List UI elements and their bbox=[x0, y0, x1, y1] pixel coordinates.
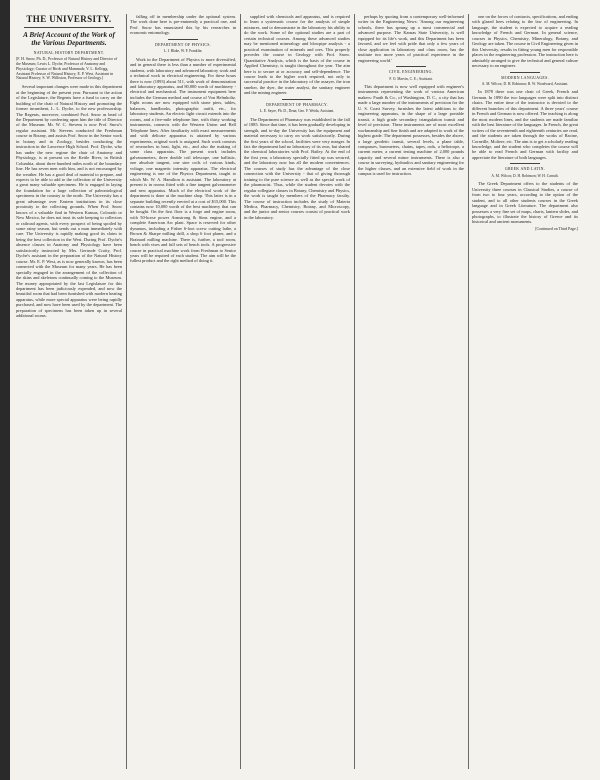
column-4 bbox=[358, 14, 464, 769]
article-body-engineering-end: one on the forces of contracts, specifications, and ending with glazed bees relating to the law of engineering. In language, the student is expected to acquire a reading knowledge of French and German. In general science, courses in Physics, Chemistry, Mineralogy, Botany, and Geology are taken. The course in Civil Engineering given in this University, results in fitting young men for responsible places in the engineering profession. The instruction here is admirably arranged to give the technical and general culture necessary to an engineer. bbox=[472, 14, 578, 69]
article-body-entomology-end: falling off in membership under the optional system. The work done here is pre-eminently a practical one, and Prof. Snow has enunciated this by his researches in economic entomology. bbox=[130, 14, 236, 36]
headline-rule bbox=[24, 27, 114, 28]
column-divider bbox=[354, 14, 355, 769]
section-separator bbox=[168, 39, 198, 40]
section-staff-greek-latin: A. M. Wilcox; D. H. Robinson; W. H. Carruth. bbox=[491, 173, 559, 178]
article-body-modern-languages: In 1878 there was one chair of Greek, French and German. In 1890 the two languages were split into distinct chairs. The entire time of the instructor is devoted to the different branches of this department. A three years' course in French and German is now offered. The teaching is along the most modern lines, and the students are made familiar with the best literature of the languages. In French, the great writers of the seventeenth and eighteenth centuries are read, and the students are taken through the works of Racine, Corneille, Moliere, etc. The aim is to get a scholarly reading knowledge, and the student who completes the course will be able to read French and German with facility and appreciate the literature of both languages. bbox=[472, 89, 578, 160]
section-title-physics: DEPARTMENT OF PHYSICS. bbox=[155, 42, 211, 47]
section-title-natural-history: NATURAL HISTORY DEPARTMENT. bbox=[33, 50, 105, 55]
section-staff-physics: L. I. Blake, W. F. Franklin. bbox=[163, 49, 203, 54]
article-body-greek-latin: The Greek Department offers to the students of the University three courses in Classical Studies, a course of from two to four years, according to the option of the student, and to all other students courses in the Greek language and in Greek Literature. The department also possesses a very fine set of maps, charts, lantern slides, and photographs, to illustrate the history of Greece and its historical and ancient monuments. bbox=[472, 181, 578, 225]
column-3 bbox=[244, 14, 350, 769]
section-title-greek-latin: GREEK AND LATIN. bbox=[504, 167, 546, 172]
subheadline: A Brief Account of the Work of the Various Departments. bbox=[23, 31, 115, 48]
section-staff-pharmacy: L. E. Sayre, Ph. D., Dean; Geo. F. Weida, Assistant. bbox=[259, 109, 335, 114]
article-body-engineering-intro: perhaps by quoting from a contemporary well-informed writer in the Engineering News: 'Among our engineering schools, there has sprung up a most commercial and advanced purpose. The Kansas State University, is well equipped for its life's work, and this Department has been favored, and we feel with pride that only a few years of close application in laboratory and class room, has the institute two more years of practical experience in the engineering world.' bbox=[358, 14, 464, 63]
section-separator bbox=[510, 163, 540, 164]
section-staff-modern-languages: A. M. Wilcox; D. H. Robinson; B. W. Woodward, Assistant. bbox=[481, 81, 569, 86]
article-body-physics: Work in the Department of Physics is more diversified, and in general there is less than a number of experimental students, with laboratory and advanced laboratory work and a technical work in electrical engineering. For these hours there is now (1893) about 511, with work of demonstration and laboratory apparatus, and 80,000 worth of machinery - electrical and mechanical. The instrument equipment here includes the German method and course of Von Helmholtz. Eight rooms are now equipped with stone piers, tables, balances, handbooks, photographic outfit, etc., for laboratory students. An electric light circuit extends into the rooms, and a five-mile telephone line, with thirty working instruments, connects with the Western Union and Bell Telephone lines. After familiarity with exact measurements and with delicate apparatus is attained by various experiments, original work is assigned. Such work consists of researches in heat, light, etc., and also the making of some class apparatus. The present work includes galvanometers, three double coil telescope, one ballistic, one absolute tangent, one sine coils of various kinds, voltage, one magnetic intensity apparatus. The electrical engineering is one of the Physics Department, taught to which Mr. W. A. Hamilton is assistant. The laboratory at present is in rooms fitted with a fine tangent galvanometer and new apparatus. Much of the electrical work of the department is done at the machine shop. This latter is in a separate building recently erected at a cost of $15,000. This contains now 10,000 worth of the best machinery that can be bought. On the first floor is a forge and engine room, with 50-horse power Armstrong & Sims engine, and a complete American Arc plant. Space is reserved for other dynamos, including a Fisher 6-foot screw cutting lathe, a Brown & Sharpe milling drill, a shop 6 foot planer, and a Brainard milling machine. There is, further, a tool room, bench with vises and full sets of bench tools. A progressive course in practical machine work from Freshman to Senior years will be required of each student. The aim will be the fullest product and the right method of doing it. bbox=[130, 56, 236, 264]
column-1 bbox=[16, 14, 122, 769]
section-staff-civil-engineering: F. O. Marvin, C. E.; Assistant. bbox=[389, 76, 433, 81]
section-title-modern-languages: MODERN LANGUAGES. bbox=[501, 75, 549, 80]
section-separator bbox=[510, 72, 540, 73]
section-title-pharmacy: DEPARTMENT OF PHARMACY. bbox=[266, 102, 328, 107]
article-body-chemistry: supplied with chemicals and apparatus, and is required to learn a systematic course for the analysis of simple mixtures, and to demonstrate in the laboratory his ability to do the work. Some of the optional studies are a part of certain technical courses. Among these advanced studies may be mentioned mineralogy and blowpipe analysis - a practical examination of minerals and ores. This properly precedes the course in Geology with Prof. Snow. Quantitative Analysis, which is the basis of the course in Applied Chemistry, is taught throughout the year. The aim here is to secure at or accuracy and self-dependence. The course leads to the higher work required, not only to successful practice in the laboratory of the assayer, the iron smelter, the dyer, the water analyst, the sanitary engineer and the mining engineer. bbox=[244, 14, 350, 96]
article-body-pharmacy: The Department of Pharmacy was established in the fall of 1885. Since that time, it has been gradually developing in strength, and to-day the University has the equipment and material necessary to carry on work satisfactorily. During the first years of the school, facilities were very meager. In fact the department had no laboratory of its own, but shared the chemical laboratories with Prof. Bailey. At the end of the first year, a laboratory specially fitted up was secured, and the laboratory now has all the modern conveniences. The courses of study has the advantage of the close connection with the University - that of giving thorough training to the pure science as well as the special work of the pharmacist. Thus, while the student devotes with the regular collegiate classes in Botany, Chemistry and Physics, the work is taught by members of the Pharmacy faculty. The course of instruction includes the study of Materia Medica, Pharmacy, Chemistry, Botany, and Microscopy, and the junior and senior courses consist of practical work in the laboratory. bbox=[244, 116, 350, 220]
section-separator bbox=[396, 66, 426, 67]
section-separator bbox=[282, 99, 312, 100]
column-divider bbox=[240, 14, 241, 769]
column-divider bbox=[468, 14, 469, 769]
byline-natural-history: [F. H. Snow, Ph. D., Professor of Natural History and Director of the Museum; Lewis L. Dyche, Professor of Anatomy and Physiology; Curator of Birds and Mammals; V. L. Kellogg, Assistant Professor of Natural History; E. P. West, Assistant in Natural History; S. W. Williston, Professor of Geology.] bbox=[16, 57, 118, 81]
column-divider bbox=[126, 14, 127, 769]
headline: THE UNIVERSITY. bbox=[26, 14, 112, 24]
section-title-civil-engineering: CIVIL ENGINEERING. bbox=[389, 70, 433, 75]
page-binding-edge bbox=[0, 0, 10, 780]
article-body-civil-engineering: This department is now well equipped with engineer's instruments representing the work of various American makers: Fauth & Co., of Washington, D. C., a city that has made a large number of the instruments of precision for the U. S. Coast Survey, furnishes the latest additions to the engineering apparatus, in the shape of a large portable transit, a high grade secondary triangulation transit and level of precision. These instruments are of most excellent workmanship and fine finish and are adapted to work of the highest grade. The department possesses, besides the above, a large geodetic transit, several levels, a plane table, compasses, barometers, chains, tapes, rods, a heliotrope, a current meter, a current testing machine of 2,000 pounds capacity and several minor instruments. There is also a course in surveying, hydraulics and sanitary engineering for the higher classes, and an extensive field of work in the campus is used for instruction. bbox=[358, 83, 464, 177]
continued-notice: [Continued on Third Page.] bbox=[535, 226, 578, 231]
article-body-natural-history: Several important changes were made in this department at the beginning of the present year. Pursuant to the action of the Legislature, the Regents have a fund to carry on the building of the chair of Natural History and promoting the former incumbent, L. L. Dyche, to the new professorship. The Regents, moreover, combined Prof. Snow as head of the Department by conferring upon him the title of Director of the Museum. Mr. W. C. Stevens is now Prof. Snow's regular assistant. Mr. Stevens conducted the Freshman course in Botany, and assists Prof. Snow in the Senior work in botany and in Zoology, besides conducting the instruction in the Lawrence High School. Prof. Dyche, who has under the new regime the chair of Anatomy and Physiology, is at present on the Kettle River, in British Columbia, about three hundred miles north of the boundary line. He has seven men with him, and is not encouraged by the weather. He has a good deal of material to prepare, and expects to be able to add to the collection of the University a great many valuable specimens. He is engaged in laying the foundation for a large collection of paleontological specimens in the country to the north. The University has a great advantage over Eastern institutions in its close proximity to the collecting grounds. When Prof. Snow knows of a valuable find in Western Kansas, Colorado or New Mexico, he does not trust its safe keeping to collectors or railroad agents, with every prospect of being spoiled by some rainy season, but sends out a man immediately with care. The University is rapidly making good its claim to being the best collection in the West. During Prof. Dyche's absence classes in Anatomy and Physiology have been satisfactorily instructed by Mrs. Gertrude Crotty, Prof. Dyche's assistant in the preparation of the Natural History course. Mr. E. P. West, as is now generally known, has been connected with the Museum for many years. He has been specially engaged in the arrangement of the collection of the skins and skeletons continually coming to the Museum. The money appropriated by the last Legislature for this department has been judiciously expended, and now the beautiful room that had been furnished with modern heating apparatus, while more special apparatus were being rapidly purchased, and now have been used by the department. The preparation of specimens has been taken up in several additional rooms. bbox=[16, 84, 122, 319]
column-2 bbox=[130, 14, 236, 769]
column-5 bbox=[472, 14, 578, 769]
